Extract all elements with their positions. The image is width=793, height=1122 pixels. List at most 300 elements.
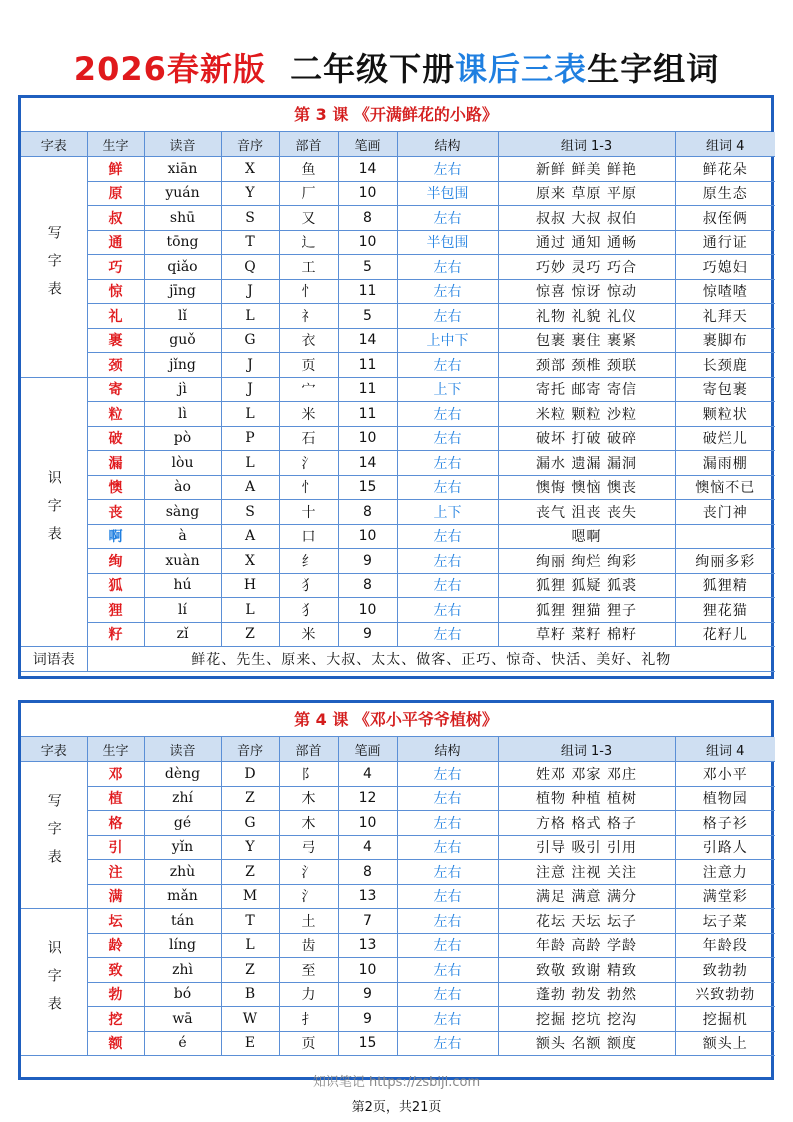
strokes-cell: 4: [338, 762, 397, 787]
column-header: 组词 4: [675, 737, 775, 762]
strokes-cell: 4: [338, 835, 397, 860]
char-cell: 注: [87, 860, 144, 885]
title-topic: 生字组词: [587, 50, 720, 88]
pinyin-cell: à: [144, 524, 221, 549]
char-cell: 颈: [87, 353, 144, 378]
radical-cell: 齿: [279, 933, 338, 958]
words-cell: 狐狸 狸猫 狸子: [498, 598, 675, 623]
structure-cell: 左右: [397, 860, 498, 885]
table-row: [21, 475, 775, 500]
table-row: [21, 230, 775, 255]
column-header: 组词 1-3: [498, 132, 675, 157]
page-title: [0, 44, 793, 90]
word4-cell: 叔侄俩: [675, 206, 775, 231]
radical-cell: 辶: [279, 230, 338, 255]
words-cell: 姓邓 邓家 邓庄: [498, 762, 675, 787]
column-header: 笔画: [338, 132, 397, 157]
words-cell: 懊悔 懊恼 懊丧: [498, 475, 675, 500]
structure-cell: 左右: [397, 255, 498, 280]
structure-cell: 左右: [397, 157, 498, 182]
pinyin-cell: yǐn: [144, 835, 221, 860]
char-cell: 狐: [87, 573, 144, 598]
word4-cell: 花籽儿: [675, 622, 775, 647]
title-year: 2026: [73, 50, 167, 88]
strokes-cell: 11: [338, 353, 397, 378]
strokes-cell: 9: [338, 549, 397, 574]
structure-cell: 左右: [397, 451, 498, 476]
table-row: [21, 255, 775, 280]
title-edition: 春新版: [166, 50, 266, 88]
words-cell: 花坛 天坛 坛子: [498, 909, 675, 934]
pinyin-cell: shū: [144, 206, 221, 231]
strokes-cell: 10: [338, 598, 397, 623]
initial-cell: Z: [221, 958, 279, 983]
column-header: 音序: [221, 132, 279, 157]
structure-cell: 左右: [397, 206, 498, 231]
pinyin-cell: gé: [144, 811, 221, 836]
table-row: [21, 933, 775, 958]
words-cell: 颈部 颈椎 颈联: [498, 353, 675, 378]
title-tables: 课后三表: [455, 50, 588, 88]
char-cell: 勃: [87, 982, 144, 1007]
structure-cell: 左右: [397, 279, 498, 304]
column-header: 结构: [397, 132, 498, 157]
char-cell: 丧: [87, 500, 144, 525]
structure-cell: 左右: [397, 835, 498, 860]
word4-cell: 引路人: [675, 835, 775, 860]
char-cell: 植: [87, 786, 144, 811]
char-cell: 啊: [87, 524, 144, 549]
initial-cell: Z: [221, 622, 279, 647]
word4-cell: 寄包裹: [675, 377, 775, 402]
strokes-cell: 5: [338, 304, 397, 329]
pinyin-cell: dèng: [144, 762, 221, 787]
pinyin-cell: zǐ: [144, 622, 221, 647]
strokes-cell: 10: [338, 230, 397, 255]
initial-cell: M: [221, 884, 279, 909]
radical-cell: 纟: [279, 549, 338, 574]
words-cell: 绚丽 绚烂 绚彩: [498, 549, 675, 574]
structure-cell: 左右: [397, 475, 498, 500]
radical-cell: 氵: [279, 860, 338, 885]
table-row: [21, 958, 775, 983]
structure-cell: 左右: [397, 402, 498, 427]
words-cell: 致敬 致谢 精致: [498, 958, 675, 983]
word4-cell: 狸花猫: [675, 598, 775, 623]
radical-cell: 犭: [279, 598, 338, 623]
word4-cell: 丧门神: [675, 500, 775, 525]
radical-cell: 犭: [279, 573, 338, 598]
word4-cell: 裹脚布: [675, 328, 775, 353]
char-cell: 坛: [87, 909, 144, 934]
structure-cell: 左右: [397, 762, 498, 787]
radical-cell: 忄: [279, 475, 338, 500]
structure-cell: 左右: [397, 573, 498, 598]
column-header: 部首: [279, 737, 338, 762]
initial-cell: W: [221, 1007, 279, 1032]
structure-cell: 左右: [397, 933, 498, 958]
radical-cell: 土: [279, 909, 338, 934]
column-header: 结构: [397, 737, 498, 762]
lesson-3-title: 第 3 课 《开满鲜花的小路》: [21, 98, 771, 132]
radical-cell: 木: [279, 811, 338, 836]
structure-cell: 左右: [397, 982, 498, 1007]
char-cell: 额: [87, 1031, 144, 1056]
structure-cell: 左右: [397, 786, 498, 811]
pinyin-cell: sàng: [144, 500, 221, 525]
words-cell: 寄托 邮寄 寄信: [498, 377, 675, 402]
table-row: [21, 598, 775, 623]
pinyin-cell: guǒ: [144, 328, 221, 353]
initial-cell: X: [221, 549, 279, 574]
word4-cell: 破烂儿: [675, 426, 775, 451]
radical-cell: 阝: [279, 762, 338, 787]
word4-cell: 惊喳喳: [675, 279, 775, 304]
char-cell: 挖: [87, 1007, 144, 1032]
structure-cell: 左右: [397, 549, 498, 574]
word4-cell: 格子衫: [675, 811, 775, 836]
pinyin-cell: zhì: [144, 958, 221, 983]
radical-cell: 礻: [279, 304, 338, 329]
vocab-list: 鲜花、先生、原来、大叔、太太、做客、正巧、惊奇、快活、美好、礼物: [87, 647, 775, 672]
initial-cell: L: [221, 933, 279, 958]
radical-cell: 氵: [279, 451, 338, 476]
word4-cell: 满堂彩: [675, 884, 775, 909]
char-cell: 龄: [87, 933, 144, 958]
char-cell: 通: [87, 230, 144, 255]
words-cell: 满足 满意 满分: [498, 884, 675, 909]
strokes-cell: 10: [338, 426, 397, 451]
table-row: [21, 157, 775, 182]
word4-cell: 狐狸精: [675, 573, 775, 598]
words-cell: 巧妙 灵巧 巧合: [498, 255, 675, 280]
initial-cell: Q: [221, 255, 279, 280]
column-header: 部首: [279, 132, 338, 157]
char-cell: 引: [87, 835, 144, 860]
strokes-cell: 11: [338, 279, 397, 304]
radical-cell: 鱼: [279, 157, 338, 182]
initial-cell: Z: [221, 786, 279, 811]
strokes-cell: 9: [338, 1007, 397, 1032]
strokes-cell: 10: [338, 811, 397, 836]
section-label: 写字表: [21, 157, 87, 378]
initial-cell: L: [221, 598, 279, 623]
word4-cell: 长颈鹿: [675, 353, 775, 378]
char-cell: 绚: [87, 549, 144, 574]
initial-cell: L: [221, 451, 279, 476]
column-header: 读音: [144, 737, 221, 762]
radical-cell: 木: [279, 786, 338, 811]
lesson-3-table: [21, 132, 775, 672]
structure-cell: 左右: [397, 426, 498, 451]
strokes-cell: 7: [338, 909, 397, 934]
pinyin-cell: lǐ: [144, 304, 221, 329]
section-label: 写字表: [21, 762, 87, 909]
strokes-cell: 9: [338, 622, 397, 647]
structure-cell: 上下: [397, 500, 498, 525]
structure-cell: 左右: [397, 884, 498, 909]
table-row: [21, 549, 775, 574]
radical-cell: 页: [279, 1031, 338, 1056]
pinyin-cell: wā: [144, 1007, 221, 1032]
radical-cell: 工: [279, 255, 338, 280]
title-grade: 二年级下册: [290, 50, 456, 88]
initial-cell: P: [221, 426, 279, 451]
radical-cell: 石: [279, 426, 338, 451]
table-row: [21, 206, 775, 231]
char-cell: 漏: [87, 451, 144, 476]
strokes-cell: 8: [338, 500, 397, 525]
word4-cell: 邓小平: [675, 762, 775, 787]
radical-cell: 十: [279, 500, 338, 525]
radical-cell: 弓: [279, 835, 338, 860]
word4-cell: 漏雨棚: [675, 451, 775, 476]
radical-cell: 米: [279, 622, 338, 647]
initial-cell: Y: [221, 181, 279, 206]
table-row: [21, 909, 775, 934]
pinyin-cell: lí: [144, 598, 221, 623]
word4-cell: 懊恼不已: [675, 475, 775, 500]
strokes-cell: 15: [338, 1031, 397, 1056]
radical-cell: 口: [279, 524, 338, 549]
pinyin-cell: qiǎo: [144, 255, 221, 280]
structure-cell: 左右: [397, 811, 498, 836]
column-header: 音序: [221, 737, 279, 762]
words-cell: 丧气 沮丧 丧失: [498, 500, 675, 525]
table-row: [21, 573, 775, 598]
strokes-cell: 14: [338, 328, 397, 353]
strokes-cell: 9: [338, 982, 397, 1007]
initial-cell: S: [221, 206, 279, 231]
radical-cell: 米: [279, 402, 338, 427]
radical-cell: 衣: [279, 328, 338, 353]
radical-cell: 页: [279, 353, 338, 378]
char-cell: 巧: [87, 255, 144, 280]
radical-cell: 又: [279, 206, 338, 231]
initial-cell: L: [221, 304, 279, 329]
char-cell: 原: [87, 181, 144, 206]
table-row: [21, 353, 775, 378]
table-row: [21, 426, 775, 451]
pinyin-cell: líng: [144, 933, 221, 958]
pinyin-cell: hú: [144, 573, 221, 598]
words-cell: 惊喜 惊讶 惊动: [498, 279, 675, 304]
initial-cell: Y: [221, 835, 279, 860]
table-row: [21, 524, 775, 549]
words-cell: 挖掘 挖坑 挖沟: [498, 1007, 675, 1032]
section-label: 识字表: [21, 377, 87, 647]
word4-cell: 兴致勃勃: [675, 982, 775, 1007]
pinyin-cell: zhù: [144, 860, 221, 885]
initial-cell: Z: [221, 860, 279, 885]
table-row: [21, 786, 775, 811]
word4-cell: 坛子菜: [675, 909, 775, 934]
char-cell: 致: [87, 958, 144, 983]
pinyin-cell: jì: [144, 377, 221, 402]
pinyin-cell: pò: [144, 426, 221, 451]
initial-cell: E: [221, 1031, 279, 1056]
table-row: [21, 377, 775, 402]
structure-cell: 上中下: [397, 328, 498, 353]
radical-cell: 忄: [279, 279, 338, 304]
lesson-4-table: [21, 737, 775, 1056]
strokes-cell: 8: [338, 860, 397, 885]
column-header: 字表: [21, 132, 87, 157]
pinyin-cell: yuán: [144, 181, 221, 206]
word4-cell: 年龄段: [675, 933, 775, 958]
table-row: [21, 304, 775, 329]
strokes-cell: 11: [338, 377, 397, 402]
column-header: 组词 1-3: [498, 737, 675, 762]
pinyin-cell: jīng: [144, 279, 221, 304]
initial-cell: H: [221, 573, 279, 598]
strokes-cell: 5: [338, 255, 397, 280]
column-header: 字表: [21, 737, 87, 762]
word4-cell: 颗粒状: [675, 402, 775, 427]
lesson-4-body: [21, 762, 775, 1056]
radical-cell: 宀: [279, 377, 338, 402]
lesson-3-body: [21, 157, 775, 672]
word4-cell: 注意力: [675, 860, 775, 885]
initial-cell: A: [221, 524, 279, 549]
words-cell: 破坏 打破 破碎: [498, 426, 675, 451]
initial-cell: T: [221, 230, 279, 255]
table-row: [21, 328, 775, 353]
table-row: [21, 500, 775, 525]
words-cell: 注意 注视 关注: [498, 860, 675, 885]
pinyin-cell: xuàn: [144, 549, 221, 574]
char-cell: 邓: [87, 762, 144, 787]
words-cell: 礼物 礼貌 礼仪: [498, 304, 675, 329]
vocab-label: 词语表: [21, 647, 87, 672]
pinyin-cell: zhí: [144, 786, 221, 811]
char-cell: 粒: [87, 402, 144, 427]
table-row: [21, 762, 775, 787]
word4-cell: 致勃勃: [675, 958, 775, 983]
radical-cell: 氵: [279, 884, 338, 909]
table-row: [21, 181, 775, 206]
radical-cell: 厂: [279, 181, 338, 206]
column-header: 生字: [87, 132, 144, 157]
section-label: 识字表: [21, 909, 87, 1056]
pinyin-cell: xiān: [144, 157, 221, 182]
strokes-cell: 8: [338, 206, 397, 231]
strokes-cell: 12: [338, 786, 397, 811]
words-cell: 漏水 遗漏 漏洞: [498, 451, 675, 476]
pinyin-cell: tán: [144, 909, 221, 934]
header-row: [21, 737, 775, 762]
lesson-3-panel: [18, 95, 774, 679]
structure-cell: 左右: [397, 353, 498, 378]
char-cell: 满: [87, 884, 144, 909]
initial-cell: A: [221, 475, 279, 500]
char-cell: 籽: [87, 622, 144, 647]
table-row: [21, 451, 775, 476]
strokes-cell: 14: [338, 451, 397, 476]
words-cell: 狐狸 狐疑 狐裘: [498, 573, 675, 598]
strokes-cell: 10: [338, 524, 397, 549]
words-cell: 叔叔 大叔 叔伯: [498, 206, 675, 231]
page-footer: 第2页，共21页: [351, 1100, 442, 1115]
words-cell: 额头 名额 额度: [498, 1031, 675, 1056]
strokes-cell: 8: [338, 573, 397, 598]
column-header: 笔画: [338, 737, 397, 762]
initial-cell: B: [221, 982, 279, 1007]
table-row: [21, 982, 775, 1007]
pinyin-cell: mǎn: [144, 884, 221, 909]
words-cell: 米粒 颗粒 沙粒: [498, 402, 675, 427]
structure-cell: 半包围: [397, 181, 498, 206]
char-cell: 礼: [87, 304, 144, 329]
char-cell: 格: [87, 811, 144, 836]
structure-cell: 左右: [397, 304, 498, 329]
pinyin-cell: é: [144, 1031, 221, 1056]
table-row: [21, 1007, 775, 1032]
structure-cell: 半包围: [397, 230, 498, 255]
structure-cell: 左右: [397, 1007, 498, 1032]
structure-cell: 上下: [397, 377, 498, 402]
pinyin-cell: bó: [144, 982, 221, 1007]
word4-cell: 植物园: [675, 786, 775, 811]
column-header: 组词 4: [675, 132, 775, 157]
pinyin-cell: lì: [144, 402, 221, 427]
initial-cell: X: [221, 157, 279, 182]
structure-cell: 左右: [397, 524, 498, 549]
radical-cell: 扌: [279, 1007, 338, 1032]
strokes-cell: 10: [338, 181, 397, 206]
structure-cell: 左右: [397, 909, 498, 934]
pinyin-cell: jǐng: [144, 353, 221, 378]
table-row: [21, 811, 775, 836]
words-cell: 新鲜 鲜美 鲜艳: [498, 157, 675, 182]
pinyin-cell: tōng: [144, 230, 221, 255]
word4-cell: 原生态: [675, 181, 775, 206]
strokes-cell: 14: [338, 157, 397, 182]
word4-cell: 通行证: [675, 230, 775, 255]
words-cell: 包裹 裹住 裹紧: [498, 328, 675, 353]
word4-cell: [675, 524, 775, 549]
char-cell: 叔: [87, 206, 144, 231]
lesson-4-panel: [18, 700, 774, 1080]
structure-cell: 左右: [397, 622, 498, 647]
strokes-cell: 13: [338, 884, 397, 909]
strokes-cell: 15: [338, 475, 397, 500]
initial-cell: S: [221, 500, 279, 525]
words-cell: 年龄 高龄 学龄: [498, 933, 675, 958]
initial-cell: J: [221, 377, 279, 402]
words-cell: 方格 格式 格子: [498, 811, 675, 836]
strokes-cell: 13: [338, 933, 397, 958]
words-cell: 草籽 菜籽 棉籽: [498, 622, 675, 647]
column-header: 生字: [87, 737, 144, 762]
word4-cell: 鲜花朵: [675, 157, 775, 182]
strokes-cell: 11: [338, 402, 397, 427]
char-cell: 狸: [87, 598, 144, 623]
char-cell: 破: [87, 426, 144, 451]
initial-cell: J: [221, 353, 279, 378]
initial-cell: G: [221, 328, 279, 353]
header-row: [21, 132, 775, 157]
table-row: [21, 835, 775, 860]
structure-cell: 左右: [397, 1031, 498, 1056]
word4-cell: 额头上: [675, 1031, 775, 1056]
strokes-cell: 10: [338, 958, 397, 983]
word4-cell: 挖掘机: [675, 1007, 775, 1032]
initial-cell: L: [221, 402, 279, 427]
lesson-3-header: [21, 132, 775, 157]
radical-cell: 力: [279, 982, 338, 1007]
column-header: 读音: [144, 132, 221, 157]
